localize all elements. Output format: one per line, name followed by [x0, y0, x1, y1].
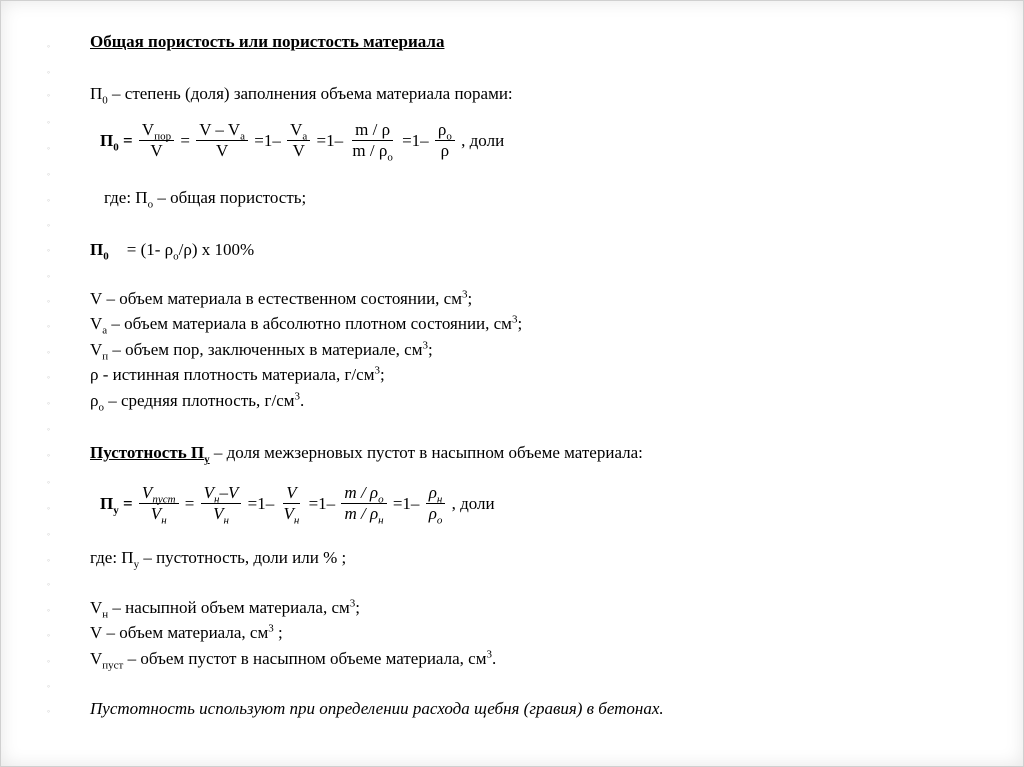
- bullet-marker: ◦: [46, 398, 51, 408]
- bullet-marker: ◦: [46, 169, 51, 179]
- bullet-marker: ◦: [46, 477, 51, 487]
- fraction: $\frac{V_a}{V}$: [287, 120, 310, 161]
- fraction: $\frac{m / \rho}{m / \rho_o}$: [352, 120, 393, 164]
- usage-note: Пустотность используют при определении расхода щебня (гравия) в бетонах.: [90, 699, 664, 718]
- bullet-marker: ◦: [46, 424, 51, 434]
- bullet-marker: ◦: [46, 271, 51, 281]
- bullet-marker: ◦: [46, 245, 51, 255]
- bullet-marker: ◦: [46, 605, 51, 615]
- bullet-marker: ◦: [46, 656, 51, 666]
- porosity-formula: $П_0$ = $\frac{V_{пор}}{V}$ = $\frac{V - V_a}{V}$ =1– $\frac{V_a}{V}$ =1– $\frac{m / \rho}{m / \rho_o}$ =1– $\frac{\rho_o}{\rho}$ , доли: [100, 120, 505, 164]
- bullet-marker: ◦: [46, 529, 51, 539]
- bullet-marker: ◦: [46, 296, 51, 306]
- voidness-formula: $П_у$ = $\frac{V_{пуст}}{V_н}$ = $\frac{V_н-V}{V_н}$ =1– $\frac{V}{V_н}$ =1– $\frac{m / \rho_o}{m / \rho_н}$ =1– $\frac{\rho_н}{\rho_o}$ , доли: [100, 483, 495, 527]
- bullet-marker: ◦: [46, 220, 51, 230]
- bullet-marker: ◦: [46, 321, 51, 331]
- bullet-marker: ◦: [46, 195, 51, 205]
- fraction: $\frac{\rho_o}{\rho}$: [435, 120, 455, 161]
- porosity-percent-formula: $П_0 = (1-$ $\rho_о/\rho$) х 100%: [90, 240, 255, 263]
- where-porosity: где: $П_о$ – общая пористость;: [104, 188, 307, 211]
- definition-line: $V_а$ – объем материала в абсолютно плотном состоянии, $см^3$;: [90, 313, 523, 337]
- bullet-marker: ◦: [46, 630, 51, 640]
- bullet-marker: ◦: [46, 347, 51, 357]
- definition-line: V – объем материала, $см^3$ ;: [90, 622, 283, 642]
- definition-line: ρ - истинная плотность материала, $г/см^3$;: [90, 364, 385, 384]
- bullet-marker: ◦: [46, 67, 51, 77]
- definition-line: $V_{пуст}$ – объем пустот в насыпном объеме материала, $см^3$.: [90, 648, 497, 672]
- fraction: $\frac{V}{V_н}$: [283, 483, 300, 527]
- bullet-marker: ◦: [46, 503, 51, 513]
- fraction: $\frac{V_н-V}{V_н}$: [201, 483, 242, 524]
- fraction: $\frac{m / \rho_o}{m / \rho_н}$: [341, 483, 386, 524]
- bullet-marker: ◦: [46, 41, 51, 51]
- bullet-marker: ◦: [46, 117, 51, 127]
- where-voidness: где: $П_у$ – пустотность, доли или % ;: [90, 548, 347, 571]
- bullet-marker: ◦: [46, 579, 51, 589]
- fraction: $\frac{V_{пуст}}{V_н}$: [139, 483, 179, 524]
- bullet-marker: ◦: [46, 555, 51, 565]
- bullet-marker: ◦: [46, 681, 51, 691]
- section-title: Общая пористость или пористость материала: [90, 32, 445, 51]
- definition-line: $V_н$ – насыпной объем материала, $см^3$;: [90, 597, 360, 621]
- fraction: $\frac{V - V_a}{V}$: [196, 120, 248, 161]
- definition-line: $V_п$ – объем пор, заключенных в материале, $см^3$;: [90, 339, 433, 363]
- definition-line: V – объем материала в естественном состоянии, $см^3$;: [90, 288, 473, 308]
- fraction: $\frac{\rho_н}{\rho_o}$: [426, 483, 446, 524]
- voidness-definition: Пустотность $П_у$ – доля межзерновых пустот в насыпном объеме материала:: [90, 443, 643, 466]
- porosity-definition: $П_0$ – степень (доля) заполнения объема материала порами:: [90, 84, 513, 107]
- fraction: $\frac{V_{пор}}{V}$: [139, 120, 174, 161]
- definition-line: $\rho_о$ – средняя плотность, $г/см^3$.: [90, 390, 305, 414]
- bullet-marker: ◦: [46, 372, 51, 382]
- bullet-marker: ◦: [46, 450, 51, 460]
- bullet-marker: ◦: [46, 706, 51, 716]
- bullet-marker: ◦: [46, 143, 51, 153]
- bullet-marker: ◦: [46, 90, 51, 100]
